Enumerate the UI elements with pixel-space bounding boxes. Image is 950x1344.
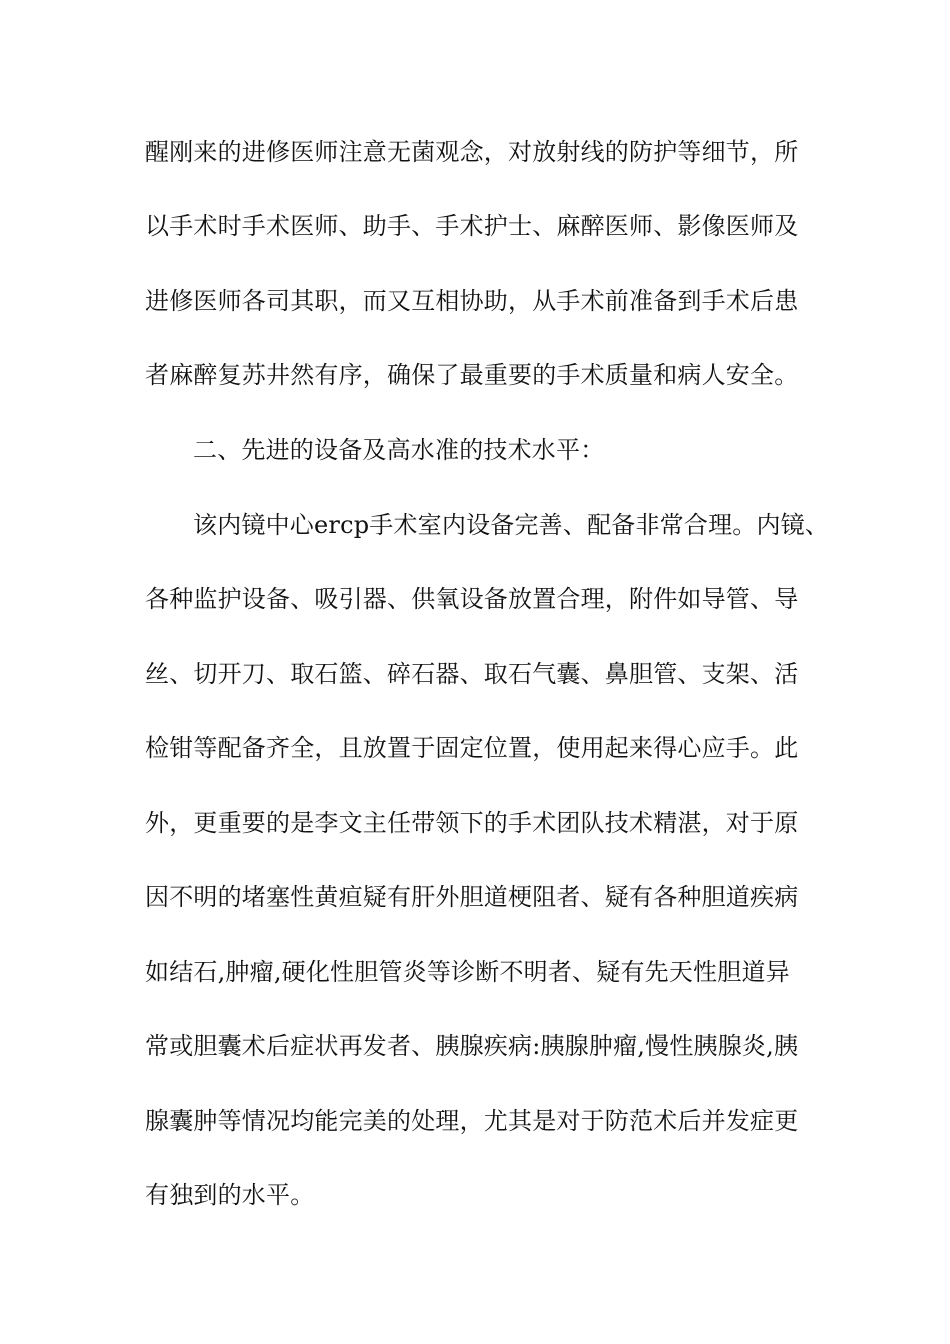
text-line-8: 丝、切开刀、取石篮、碎石器、取石气囊、鼻胆管、支架、活	[145, 660, 799, 688]
text-line-13: 常或胆囊术后症状再发者、胰腺疾病:胰腺肿瘤,慢性胰腺炎,胰	[145, 1032, 799, 1060]
text-line-12: 如结石,肿瘤,硬化性胆管炎等诊断不明者、疑有先天性胆道异	[145, 958, 790, 986]
text-line-11: 因不明的堵塞性黄疸疑有肝外胆道梗阻者、疑有各种胆道疾病	[145, 883, 799, 911]
section-heading: 二、先进的设备及高水准的技术水平：	[193, 436, 605, 464]
text-line-4: 者麻醉复苏井然有序，确保了最重要的手术质量和病人安全。	[145, 361, 799, 389]
text-line-9: 检钳等配备齐全，且放置于固定位置，使用起来得心应手。此	[145, 734, 799, 762]
text-line-7: 各种监护设备、吸引器、供氧设备放置合理，附件如导管、导	[145, 585, 799, 613]
text-line-6: 该内镜中心ercp手术室内设备完善、配备非常合理。内镜、	[193, 511, 830, 539]
text-line-2: 以手术时手术医师、助手、手术护士、麻醉医师、影像医师及	[145, 212, 799, 240]
text-line-1: 醒刚来的进修医师注意无菌观念，对放射线的防护等细节，所	[145, 138, 799, 166]
text-line-10: 外，更重要的是李文主任带领下的手术团队技术精湛，对于原	[145, 809, 799, 837]
text-line-14: 腺囊肿等情况均能完美的处理，尤其是对于防范术后并发症更	[145, 1107, 799, 1135]
text-line-15: 有独到的水平。	[145, 1181, 315, 1209]
text-line-3: 进修医师各司其职，而又互相协助，从手术前准备到手术后患	[145, 287, 799, 315]
